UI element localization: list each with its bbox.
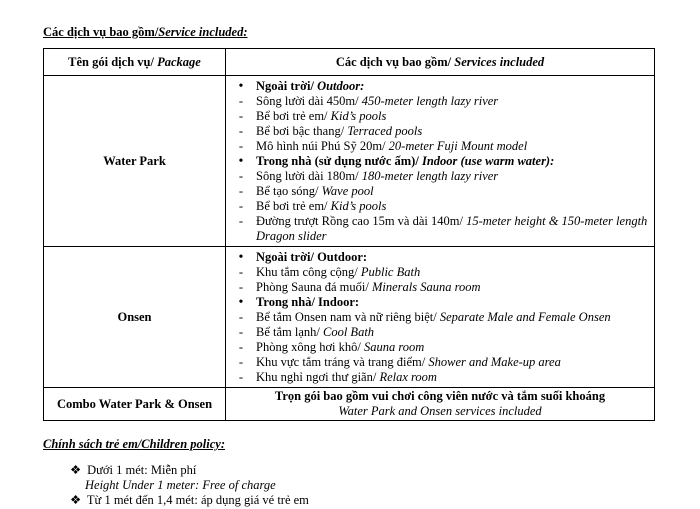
- item-vi: Khu nghỉ ngơi thư giãn/: [256, 370, 380, 384]
- item-en: Public Bath: [360, 265, 421, 279]
- list-item: [226, 295, 650, 310]
- water-park-row: [44, 76, 655, 247]
- children-heading-vi: Chính sách trẻ em/: [43, 437, 142, 451]
- outdoor-heading-vi: Ngoài trời/: [256, 79, 318, 93]
- list-item: [226, 214, 650, 244]
- list-item: [226, 280, 650, 295]
- combo-row: [44, 388, 655, 421]
- item-en: Terraced pools: [347, 124, 423, 138]
- list-item: [226, 355, 650, 370]
- children-heading-en: Children policy:: [141, 437, 225, 451]
- combo-desc-vi: Trọn gói bao gồm vui chơi công viên nước và tắm suối khoáng: [274, 389, 606, 403]
- diamond-bullet-icon: ❖: [70, 463, 82, 477]
- onsen-indoor-heading: Trong nhà/ Indoor:: [256, 295, 360, 309]
- services-table: [43, 48, 655, 421]
- item-en: 450-meter length lazy river: [361, 94, 499, 108]
- item-en: Relax room: [379, 370, 437, 384]
- package-header-vi: Tên gói dịch vụ/: [68, 54, 158, 69]
- dash-icon: -: [238, 310, 244, 324]
- list-item: [226, 340, 650, 355]
- services-heading-vi: Các dịch vụ bao gồm/: [43, 25, 159, 39]
- dash-icon: -: [238, 214, 244, 228]
- list-item: [226, 370, 650, 385]
- table-header-row: [44, 49, 655, 76]
- item-vi: Bể tắm Onsen nam và nữ riêng biệt/: [256, 310, 440, 324]
- list-item: [226, 139, 650, 154]
- children-policy-heading: [43, 437, 225, 452]
- package-column-header: [44, 49, 226, 76]
- item-vi: Bể bơi trẻ em/: [256, 109, 331, 123]
- water-park-services: [226, 76, 655, 247]
- indoor-heading-en: Indoor (use warm water):: [421, 154, 555, 168]
- bullet-icon: •: [238, 154, 244, 169]
- item-en: Shower and Make-up area: [428, 355, 561, 369]
- bullet-icon: •: [238, 295, 244, 310]
- dash-icon: -: [238, 94, 244, 108]
- combo-package-name: Combo Water Park & Onsen: [44, 388, 226, 421]
- onsen-outdoor-heading: Ngoài trời/ Outdoor:: [256, 250, 368, 264]
- policy-item-vi: Dưới 1 mét: Miễn phí: [87, 463, 197, 477]
- onsen-services: [226, 247, 655, 388]
- item-vi: Bể bơi bậc thang/: [256, 124, 348, 138]
- water-park-package-name: Water Park: [44, 76, 226, 247]
- bullet-icon: •: [238, 79, 244, 94]
- dash-icon: -: [238, 124, 244, 138]
- list-item: [226, 250, 650, 265]
- item-vi: Bể tắm lạnh/: [256, 325, 323, 339]
- onsen-package-name: Onsen: [44, 247, 226, 388]
- combo-services: [226, 388, 655, 421]
- dash-icon: -: [238, 199, 244, 213]
- item-en: Cool Bath: [323, 325, 375, 339]
- item-vi: Sông lười dài 450m/: [256, 94, 362, 108]
- dash-icon: -: [238, 280, 244, 294]
- combo-desc-en: Water Park and Onsen services included: [338, 404, 542, 418]
- list-item: [226, 310, 650, 325]
- item-en: Sauna room: [364, 340, 425, 354]
- list-item: [226, 124, 650, 139]
- list-item: [226, 154, 650, 169]
- dash-icon: -: [238, 109, 244, 123]
- list-item: [226, 94, 650, 109]
- list-item: [226, 169, 650, 184]
- services-header-vi: Các dịch vụ bao gồm/: [335, 54, 455, 69]
- item-vi: Đường trượt Rồng cao 15m và dài 140m/: [256, 214, 467, 228]
- services-header-en: Services included: [454, 54, 545, 69]
- item-vi: Bể bơi trẻ em/: [256, 199, 331, 213]
- item-en: Wave pool: [321, 184, 374, 198]
- diamond-bullet-icon: ❖: [70, 493, 82, 507]
- services-heading: [43, 25, 248, 40]
- item-en: Minerals Sauna room: [371, 280, 481, 294]
- item-vi: Khu vực tắm tráng và trang điểm/: [256, 355, 429, 369]
- item-vi: Sông lười dài 180m/: [256, 169, 362, 183]
- dash-icon: -: [238, 265, 244, 279]
- dash-icon: -: [238, 169, 244, 183]
- dash-icon: -: [238, 355, 244, 369]
- list-item: [226, 265, 650, 280]
- bullet-icon: •: [238, 250, 244, 265]
- dash-icon: -: [238, 139, 244, 153]
- policy-item: [70, 493, 309, 508]
- item-en: 180-meter length lazy river: [361, 169, 499, 183]
- indoor-heading-vi: Trong nhà (sử dụng nước ấm)/: [256, 154, 422, 168]
- policy-item-en: Height Under 1 meter: Free of charge: [85, 478, 276, 492]
- services-column-header: [226, 49, 655, 76]
- list-item: [226, 325, 650, 340]
- item-en: Separate Male and Female Onsen: [439, 310, 611, 324]
- services-heading-en: Service included:: [158, 25, 248, 39]
- item-en: 20-meter Fuji Mount model: [388, 139, 528, 153]
- dash-icon: -: [238, 184, 244, 198]
- onsen-row: [44, 247, 655, 388]
- policy-item-vi: Từ 1 mét đến 1,4 mét: áp dụng giá vé trẻ em: [86, 493, 309, 507]
- policy-item: [70, 463, 196, 478]
- list-item: [226, 79, 650, 94]
- list-item: [226, 184, 650, 199]
- item-en: Kid’s pools: [330, 199, 387, 213]
- dash-icon: -: [238, 325, 244, 339]
- item-vi: Bể tạo sóng/: [256, 184, 322, 198]
- dash-icon: -: [238, 370, 244, 384]
- item-en: Kid’s pools: [330, 109, 387, 123]
- item-vi: Khu tắm công cộng/: [256, 265, 361, 279]
- dash-icon: -: [238, 340, 244, 354]
- list-item: [226, 199, 650, 214]
- item-vi: Mô hình núi Phú Sỹ 20m/: [256, 139, 389, 153]
- package-header-en: Package: [157, 54, 201, 69]
- item-vi: Phòng xông hơi khô/: [256, 340, 365, 354]
- item-vi: Phòng Sauna đá muối/: [256, 280, 372, 294]
- list-item: [226, 109, 650, 124]
- item-en: 15-meter height & 150-meter length Dragon slider: [256, 214, 648, 243]
- policy-item-translation: [85, 478, 276, 493]
- outdoor-heading-en: Outdoor:: [317, 79, 365, 93]
